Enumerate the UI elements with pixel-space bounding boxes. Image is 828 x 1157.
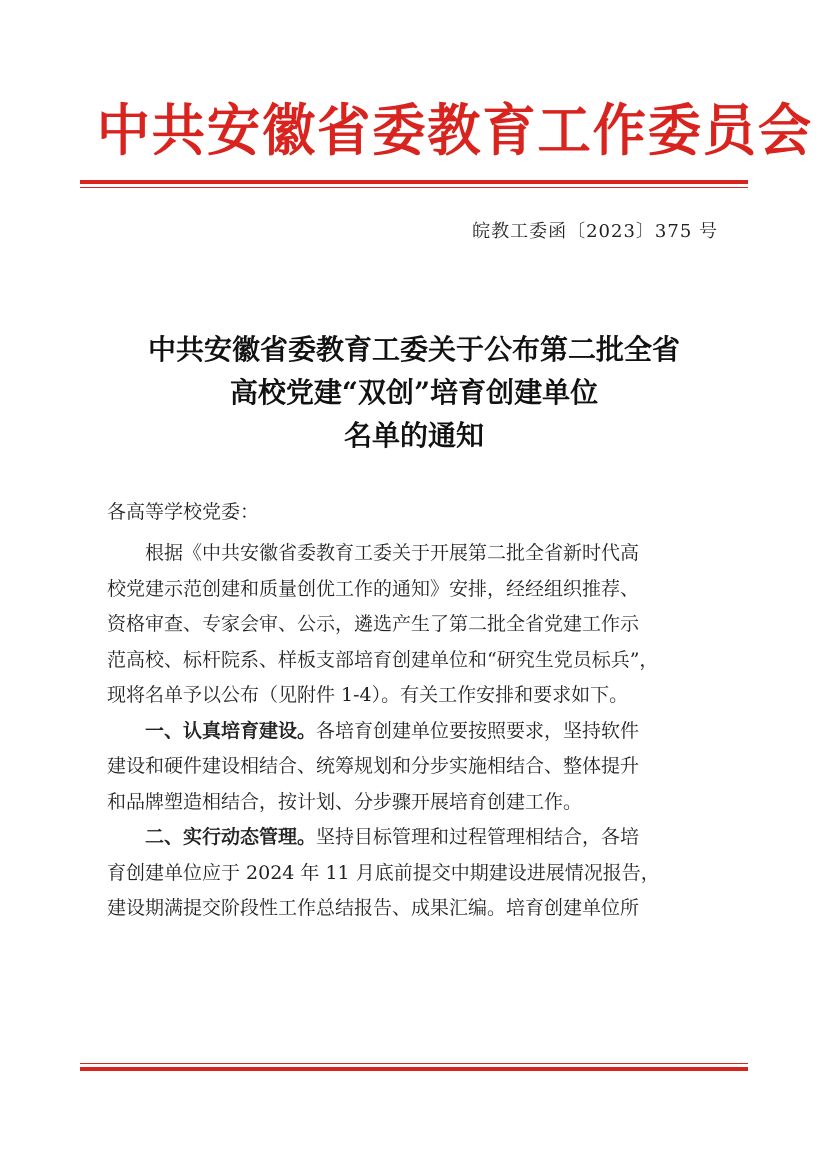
paragraph-line: 建设期满提交阶段性工作总结报告、成果汇编。培育创建单位所 <box>107 897 640 919</box>
paragraph-line: 育创建单位应于 2024 年 11 月底前提交中期建设进展情况报告， <box>107 861 660 884</box>
title-line-2: 高校党建“双创”培育创建单位 <box>229 376 599 409</box>
rule-thin-line <box>80 187 748 188</box>
section-heading: 一、认真培育建设。 <box>145 719 317 742</box>
document-number: 皖教工委函〔2023〕375 号 <box>472 221 718 242</box>
rule-thick-line <box>80 1067 748 1071</box>
title-line-3: 名单的通知 <box>343 419 484 452</box>
salutation: 各高等学校党委： <box>107 501 260 523</box>
paragraph-line: 现将名单予以公布（见附件 1-4）。有关工作安排和要求如下。 <box>107 684 629 706</box>
paragraph-section-2 <box>107 820 721 927</box>
paragraph-line-rest: 坚持目标管理和过程管理相结合，各培 <box>316 826 640 848</box>
footer-red-rule <box>80 1063 748 1071</box>
paragraph-intro <box>107 536 721 714</box>
paragraph-line: 建设和硬件建设相结合、统筹规划和分步实施相结合、整体提升 <box>107 755 640 777</box>
title-line-1: 中共安徽省委教育工委关于公布第二批全省 <box>147 333 680 366</box>
masthead-red-rule <box>80 180 748 188</box>
document-body <box>107 536 721 927</box>
paragraph-first-line <box>107 714 721 750</box>
paragraph-line: 和品牌塑造相结合，按计划、分步骤开展培育创建工作。 <box>107 790 583 813</box>
paragraph-line: 资格审查、专家会审、公示，遴选产生了第二批全省党建工作示 <box>107 613 640 635</box>
paragraph-line: 校党建示范创建和质量创优工作的通知》安排，经经组织推荐、 <box>107 577 640 600</box>
paragraph-line-rest: 各培育创建单位要按照要求，坚持软件 <box>316 719 640 742</box>
paragraph-first-line <box>107 820 721 856</box>
section-heading: 二、实行动态管理。 <box>145 826 317 848</box>
paragraph-section-1 <box>107 714 721 821</box>
paragraph-line: 根据《中共安徽省委教育工委关于开展第二批全省新时代高 <box>145 542 640 564</box>
document-title <box>80 328 748 457</box>
masthead-org-name: 中共安徽省委教育工作委员会 <box>96 99 813 164</box>
paragraph-line: 范高校、标杆院系、样板支部培育创建单位和“研究生党员标兵”， <box>107 648 659 671</box>
